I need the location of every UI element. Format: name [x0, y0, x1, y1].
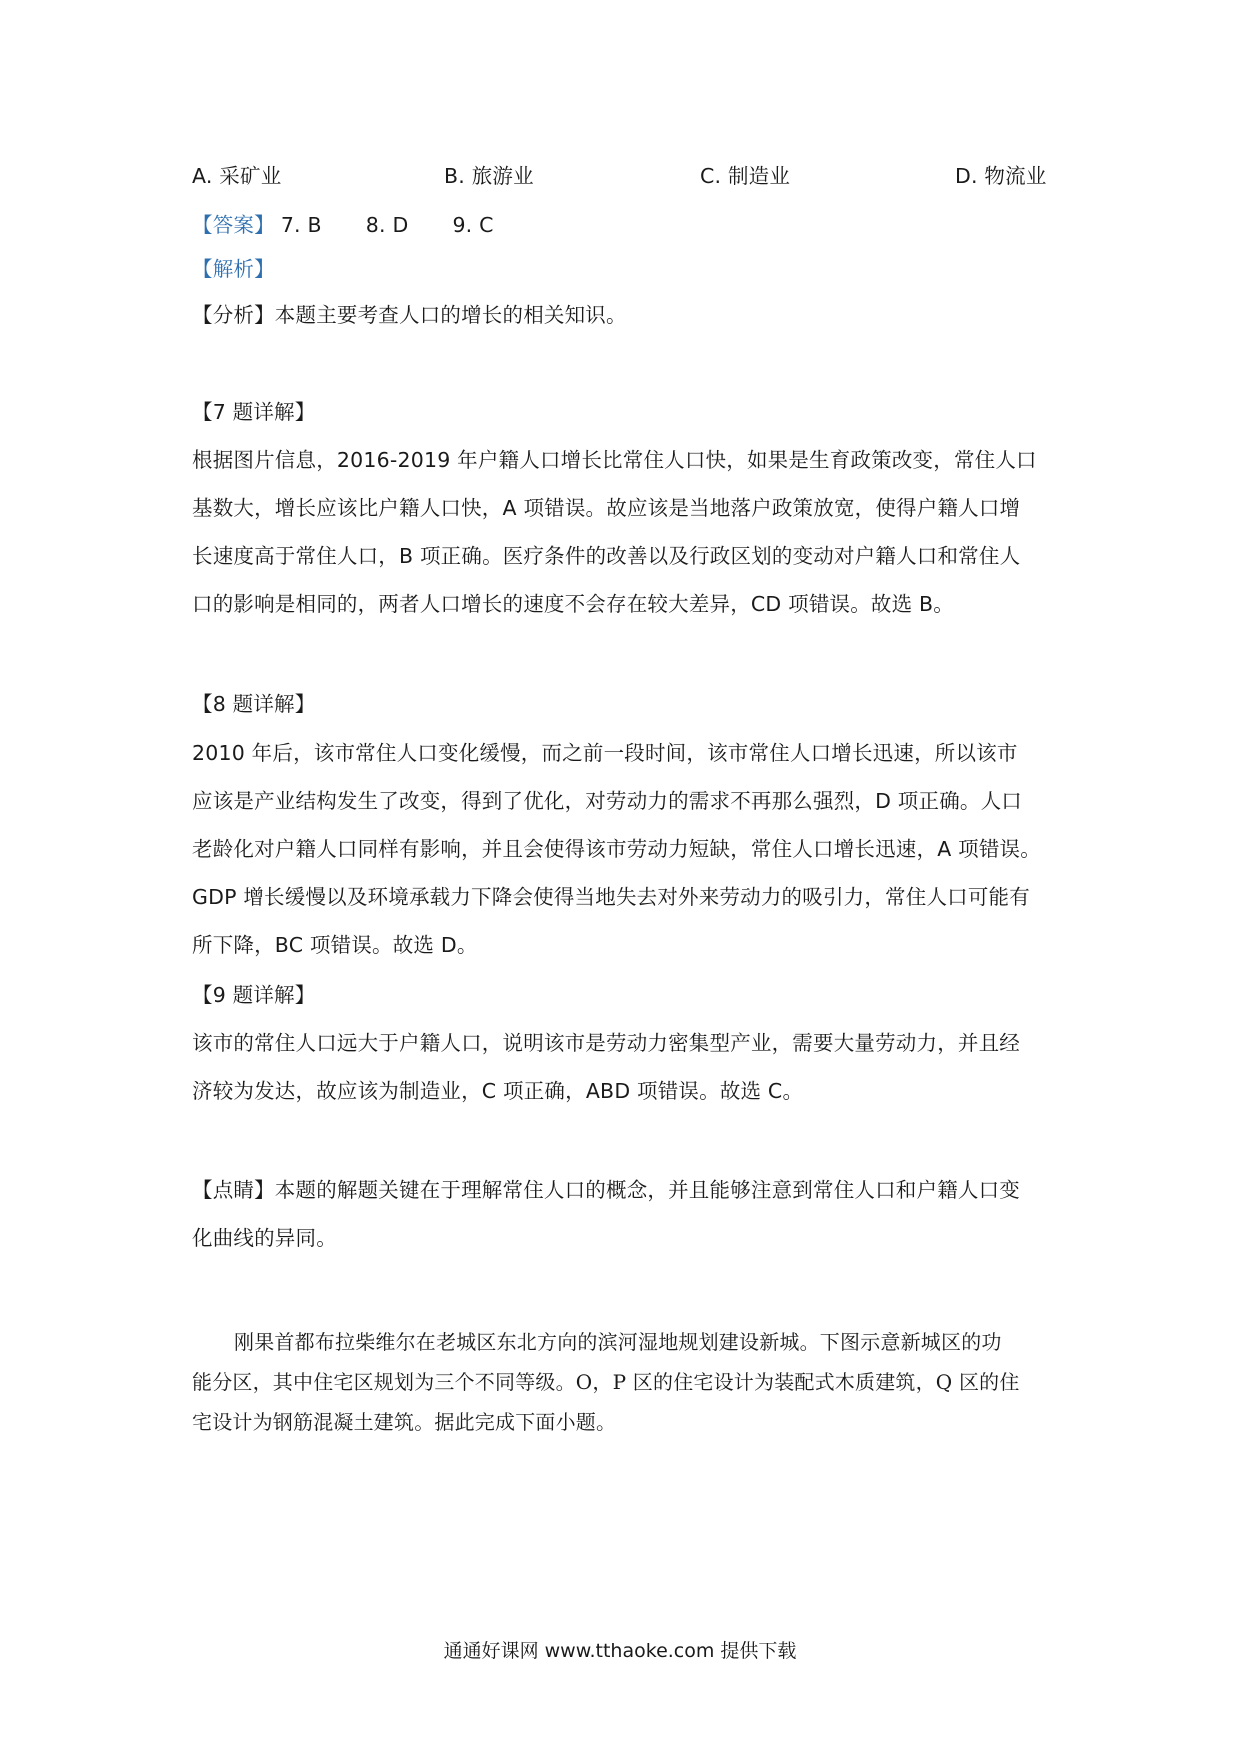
- q7-line: 长速度高于常住人口，B 项正确。医疗条件的改善以及行政区划的变动对户籍人口和常住人: [192, 544, 1021, 568]
- q8-line: GDP 增长缓慢以及环境承载力下降会使得当地失去对外来劳动力的吸引力，常住人口可能有: [192, 885, 1030, 909]
- answer-9: 9. C: [452, 213, 494, 237]
- q7-line: 基数大，增长应该比户籍人口快，A 项错误。故应该是当地落户政策放宽，使得户籍人口增: [192, 496, 1021, 520]
- material-line: 宅设计为钢筋混凝土建筑。据此完成下面小题。: [192, 1410, 617, 1434]
- analysis-label: 【解析】: [192, 257, 275, 281]
- key-point-line: 【点睛】本题的解题关键在于理解常住人口的概念，并且能够注意到常住人口和户籍人口变: [192, 1178, 1020, 1202]
- material-line: 刚果首都布拉柴维尔在老城区东北方向的滨河湿地规划建设新城。下图示意新城区的功: [234, 1330, 1002, 1354]
- q8-line: 所下降，BC 项错误。故选 D。: [192, 933, 478, 957]
- material-line: 能分区，其中住宅区规划为三个不同等级。O，P 区的住宅设计为装配式木质建筑，Q 区的住: [192, 1370, 1020, 1394]
- answer-label: 【答案】: [192, 213, 275, 237]
- answer-row: [192, 211, 1060, 239]
- option-d: D. 物流业: [955, 164, 1047, 188]
- q8-heading: 【8 题详解】: [192, 692, 316, 716]
- analysis-summary: 【分析】本题主要考查人口的增长的相关知识。: [192, 303, 627, 327]
- q9-line: 该市的常住人口远大于户籍人口，说明该市是劳动力密集型产业，需要大量劳动力，并且经: [192, 1031, 1020, 1055]
- q7-heading: 【7 题详解】: [192, 400, 316, 424]
- q7-line: 根据图片信息，2016-2019 年户籍人口增长比常住人口快，如果是生育政策改变，常住人口: [192, 448, 1037, 472]
- q7-line: 口的影响是相同的，两者人口增长的速度不会存在较大差异，CD 项错误。故选 B。: [192, 592, 954, 616]
- answer-8: 8. D: [365, 213, 409, 237]
- answer-options: [192, 162, 1060, 190]
- key-point-line: 化曲线的异同。: [192, 1226, 337, 1250]
- option-c: C. 制造业: [700, 164, 791, 188]
- q8-line: 老龄化对户籍人口同样有影响，并且会使得该市劳动力短缺，常住人口增长迅速，A 项错误。: [192, 837, 1041, 861]
- answer-7: 7. B: [280, 213, 322, 237]
- option-b: B. 旅游业: [444, 164, 534, 188]
- option-a: A. 采矿业: [192, 164, 282, 188]
- q9-line: 济较为发达，故应该为制造业，C 项正确，ABD 项错误。故选 C。: [192, 1079, 804, 1103]
- q9-heading: 【9 题详解】: [192, 983, 316, 1007]
- page-footer: 通通好课网 www.tthaoke.com 提供下载: [443, 1640, 797, 1662]
- q8-line: 应该是产业结构发生了改变，得到了优化，对劳动力的需求不再那么强烈，D 项正确。人口: [192, 789, 1022, 813]
- q8-line: 2010 年后，该市常住人口变化缓慢，而之前一段时间，该市常住人口增长迅速，所以该市: [192, 741, 1018, 765]
